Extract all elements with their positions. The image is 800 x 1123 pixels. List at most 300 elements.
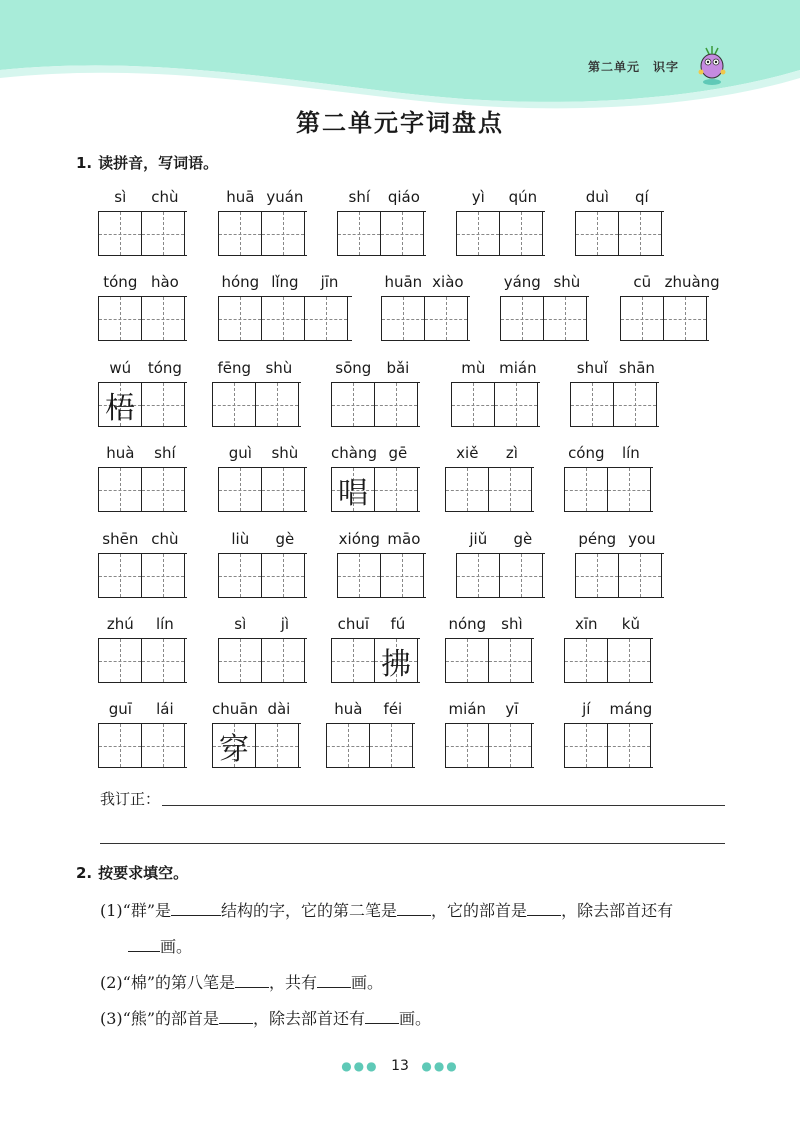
character-answer [256,724,298,767]
character-box[interactable] [621,297,664,340]
pinyin-label [218,273,352,293]
pinyin-syllable: yáng [503,273,541,291]
pinyin-syllable: xióng [338,530,380,548]
character-answer [608,724,650,767]
header-unit-label: 第二单元 识字 [588,60,680,74]
character-box[interactable] [370,724,413,767]
pinyin-syllable: yuán [266,188,304,206]
writing-boxes [575,553,664,598]
q1-blank-structure[interactable] [171,901,221,916]
character-answer [381,554,423,597]
pinyin-syllable: qí [635,188,649,206]
character-box[interactable] [332,639,375,682]
pinyin-syllable: zhuàng [664,273,720,291]
character-answer [219,212,261,255]
character-answer [262,639,304,682]
q2-text-b: ，共有 [269,973,318,992]
writing-boxes [98,553,187,598]
character-answer [262,554,304,597]
character-box[interactable] [457,554,500,597]
character-answer [500,212,542,255]
pinyin-label [326,700,415,720]
character-answer [576,212,618,255]
pinyin-syllable: cóng [568,444,605,462]
writing-boxes [218,296,352,341]
correction-label: 我订正： [100,790,161,808]
character-box[interactable] [608,468,651,511]
writing-boxes [212,382,301,427]
writing-boxes [98,638,187,683]
pinyin-syllable: huā [226,188,255,206]
writing-boxes [445,467,534,512]
character-box[interactable] [262,554,305,597]
character-answer [619,212,661,255]
character-answer [338,212,380,255]
pinyin-syllable: guī [108,700,132,718]
q3-text-c: 画。 [399,1009,432,1028]
pinyin-syllable: cū [633,273,652,291]
character-box[interactable] [489,724,532,767]
character-answer [99,554,141,597]
character-answer [327,724,369,767]
character-answer [332,639,374,682]
pinyin-label [456,188,545,208]
character-answer [608,639,650,682]
writing-boxes [218,467,307,512]
character-box[interactable] [99,724,142,767]
character-box[interactable] [381,554,424,597]
pinyin-syllable: fú [390,615,406,633]
pinyin-label [98,700,187,720]
q1-text-a: (1)“群”是 [100,901,172,920]
character-box[interactable] [142,639,185,682]
pinyin-syllable: you [628,530,656,548]
character-box[interactable] [619,554,662,597]
writing-boxes [98,382,187,427]
word-item [500,273,589,341]
word-item [620,273,720,341]
character-box[interactable] [213,724,256,767]
pinyin-syllable: zì [505,444,518,462]
word-row [0,700,800,780]
page-footer [0,1058,800,1074]
writing-boxes [445,638,534,683]
character-box[interactable] [565,639,608,682]
character-box[interactable] [99,468,142,511]
character-box[interactable] [500,212,543,255]
character-box[interactable] [664,297,707,340]
writing-boxes [218,553,307,598]
word-item [98,359,187,427]
q3-text-b: ，除去部首还有 [253,1009,366,1028]
character-box[interactable] [489,639,532,682]
character-answer [142,639,184,682]
character-answer [219,297,261,340]
character-box[interactable] [262,212,305,255]
character-box[interactable] [262,639,305,682]
pinyin-syllable: péng [578,530,617,548]
word-item [445,444,534,512]
character-box[interactable] [338,212,381,255]
q3-blank-stroke-count[interactable] [365,1009,399,1024]
pinyin-label [575,188,664,208]
character-box[interactable] [608,724,651,767]
character-answer [262,212,304,255]
word-item [218,188,307,256]
pinyin-syllable: dài [267,700,291,718]
character-box[interactable] [332,468,375,511]
pinyin-label [218,615,307,635]
writing-boxes [331,467,420,512]
writing-boxes [445,723,534,768]
character-box[interactable] [495,383,538,426]
writing-boxes [98,467,187,512]
character-answer [619,554,661,597]
word-row [0,530,800,610]
q2-blank-eighth-stroke[interactable] [235,973,269,988]
character-box[interactable] [142,554,185,597]
character-box[interactable] [142,383,185,426]
question-2 [100,970,383,993]
character-box[interactable] [544,297,587,340]
q1-text-d: ，除去部首还有 [561,901,674,920]
character-box[interactable] [213,383,256,426]
character-box[interactable] [305,297,348,340]
pinyin-syllable: qiáo [387,188,420,206]
word-item [445,700,534,768]
character-box[interactable] [375,639,418,682]
character-box[interactable] [446,468,489,511]
question-1-continued [128,934,192,957]
word-row [0,359,800,439]
character-box[interactable] [219,297,262,340]
q2-blank-total-strokes[interactable] [317,973,351,988]
character-answer [338,554,380,597]
pinyin-syllable: shí [154,444,176,462]
pinyin-syllable: kǔ [621,615,640,633]
pinyin-syllable: jiǔ [469,530,488,548]
character-box[interactable] [446,724,489,767]
character-box[interactable] [99,383,142,426]
pinyin-label [564,615,653,635]
pinyin-syllable: jí [582,700,591,718]
mascot-icon [695,42,729,86]
pinyin-label [331,615,420,635]
q2-text-a: (2)“棉”的第八笔是 [100,973,236,992]
pinyin-syllable: tóng [103,273,138,291]
footer-dots-left-icon: ●●● [341,1059,379,1073]
writing-boxes [500,296,589,341]
pinyin-syllable: tóng [147,359,182,377]
pinyin-label [337,530,426,550]
word-row [0,444,800,524]
pinyin-label [218,188,307,208]
word-item [212,359,301,427]
pinyin-syllable: jīn [320,273,339,291]
character-box[interactable] [571,383,614,426]
word-item [98,700,187,768]
question-1 [100,898,673,921]
pinyin-syllable: shù [271,444,299,462]
character-box[interactable] [338,554,381,597]
character-box[interactable] [446,639,489,682]
pinyin-label [451,359,540,379]
character-answer [565,724,607,767]
word-item [564,444,653,512]
character-answer [375,383,417,426]
character-answer [142,554,184,597]
word-item [575,530,664,598]
writing-boxes [337,211,426,256]
character-box[interactable] [614,383,657,426]
pinyin-label [575,530,664,550]
character-answer [452,383,494,426]
character-answer [446,468,488,511]
pinyin-syllable: zhú [106,615,134,633]
word-item [218,530,307,598]
character-box[interactable] [375,468,418,511]
pinyin-syllable: chuī [337,615,370,633]
character-answer [99,468,141,511]
character-box[interactable] [332,383,375,426]
word-item [456,188,545,256]
character-answer: 拂 [381,646,411,682]
character-box[interactable] [219,554,262,597]
word-item [337,188,426,256]
character-answer: 唱 [338,475,368,511]
word-item [98,615,187,683]
character-box[interactable] [382,297,425,340]
character-answer [425,297,467,340]
character-answer [565,639,607,682]
word-item [445,615,534,683]
q1-blank-second-stroke[interactable] [397,901,431,916]
writing-boxes [564,467,653,512]
correction-line-2[interactable] [100,843,725,844]
word-item [381,273,470,341]
character-answer [614,383,656,426]
writing-boxes [218,638,307,683]
character-answer [262,297,304,340]
pinyin-syllable: shēn [102,530,139,548]
character-box[interactable] [142,212,185,255]
q1-blank-stroke-count[interactable] [128,937,160,952]
character-box[interactable] [501,297,544,340]
character-answer [621,297,663,340]
character-answer [99,639,141,682]
writing-boxes [337,553,426,598]
pinyin-label [98,615,187,635]
pinyin-syllable: sì [114,188,127,206]
section-2-title: 按要求填空。 [98,864,189,882]
character-box[interactable] [142,297,185,340]
character-answer [99,724,141,767]
word-row [0,188,800,268]
character-answer [142,468,184,511]
writing-boxes [218,211,307,256]
character-answer [457,212,499,255]
character-answer [219,639,261,682]
character-answer [219,468,261,511]
character-answer [256,383,298,426]
header-wave-banner [0,0,800,110]
character-box[interactable] [500,554,543,597]
character-box[interactable] [219,468,262,511]
writing-boxes [212,723,301,768]
character-box[interactable] [262,297,305,340]
word-row [0,615,800,695]
character-answer [571,383,613,426]
word-item [451,359,540,427]
word-item [98,444,187,512]
character-answer [382,297,424,340]
pinyin-syllable: xiě [456,444,479,462]
character-box[interactable] [425,297,468,340]
writing-boxes [570,382,659,427]
pinyin-label [445,615,534,635]
word-item [564,700,653,768]
q3-blank-radical[interactable] [219,1009,253,1024]
character-box[interactable] [219,212,262,255]
word-item [331,615,420,683]
pinyin-label [218,530,307,550]
character-answer [576,554,618,597]
q1-blank-radical[interactable] [527,901,561,916]
character-answer [565,468,607,511]
word-item [331,444,420,512]
pinyin-syllable: mián [448,700,487,718]
pinyin-label [620,273,720,293]
pinyin-syllable: xiào [432,273,464,291]
section-2-number: 2. [76,864,93,882]
pinyin-label [331,444,420,464]
pinyin-label [445,444,534,464]
writing-boxes [564,638,653,683]
pinyin-label [218,444,307,464]
character-box[interactable] [99,297,142,340]
pinyin-syllable: mián [499,359,537,377]
word-item [98,273,187,341]
character-answer: 梧 [105,390,135,426]
character-answer [489,639,531,682]
character-answer [664,297,706,340]
writing-boxes [98,723,187,768]
character-box[interactable] [327,724,370,767]
character-answer [608,468,650,511]
pinyin-syllable: huà [334,700,363,718]
pinyin-syllable: fēng [217,359,252,377]
word-item [337,530,426,598]
word-item [575,188,664,256]
character-answer [446,639,488,682]
pinyin-label [337,188,426,208]
pinyin-syllable: féi [383,700,403,718]
pinyin-syllable: gè [275,530,295,548]
pinyin-syllable: yī [505,700,519,718]
pinyin-syllable: huà [106,444,135,462]
character-box[interactable] [565,468,608,511]
character-box[interactable] [457,212,500,255]
character-box[interactable] [565,724,608,767]
character-box[interactable] [256,383,299,426]
character-answer [489,724,531,767]
pinyin-syllable: duì [585,188,609,206]
character-box[interactable] [256,724,299,767]
word-item [331,359,420,427]
pinyin-syllable: lín [155,615,174,633]
page-title: 第二单元字词盘点 [296,108,504,137]
character-box[interactable] [142,468,185,511]
character-box[interactable] [576,212,619,255]
character-answer [142,383,184,426]
character-answer [495,383,537,426]
character-box[interactable] [262,468,305,511]
character-box[interactable] [381,212,424,255]
pinyin-syllable: māo [387,530,421,548]
pinyin-syllable: gē [388,444,408,462]
footer-dots-right-icon: ●●● [421,1059,459,1073]
character-answer [142,297,184,340]
character-box[interactable] [608,639,651,682]
character-answer [99,212,141,255]
q2-text-c: 画。 [351,973,384,992]
pinyin-syllable: jì [280,615,290,633]
character-box[interactable] [99,639,142,682]
pinyin-label [98,530,187,550]
pinyin-label [212,700,301,720]
pinyin-syllable: mù [461,359,486,377]
word-item [564,615,653,683]
word-item [218,444,307,512]
pinyin-syllable: bǎi [386,359,410,377]
word-item [218,273,352,341]
word-item [212,700,301,768]
character-box[interactable] [576,554,619,597]
pinyin-syllable: sì [234,615,247,633]
pinyin-syllable: shuǐ [576,359,608,377]
question-3 [100,1006,431,1029]
character-box[interactable] [99,554,142,597]
writing-boxes [98,211,187,256]
q1-text-c: ，它的部首是 [431,901,528,920]
section-1-number: 1. [76,154,93,172]
character-answer [457,554,499,597]
character-box[interactable] [452,383,495,426]
character-box[interactable] [142,724,185,767]
pinyin-syllable: sōng [335,359,372,377]
writing-boxes [564,723,653,768]
character-box[interactable] [219,639,262,682]
character-box[interactable] [619,212,662,255]
pinyin-syllable: chàng [331,444,377,462]
character-box[interactable] [375,383,418,426]
page-number: 13 [391,1058,409,1074]
pinyin-label [564,700,653,720]
writing-boxes [331,638,420,683]
writing-boxes [381,296,470,341]
pinyin-label [456,530,545,550]
pinyin-syllable: gè [513,530,533,548]
character-box[interactable] [489,468,532,511]
character-answer [370,724,412,767]
writing-boxes [575,211,664,256]
section-1-title: 读拼音，写词语。 [98,154,219,172]
word-row [0,273,800,353]
writing-boxes [456,211,545,256]
correction-line-1[interactable] [162,805,725,806]
character-box[interactable] [99,212,142,255]
pinyin-label [98,273,187,293]
